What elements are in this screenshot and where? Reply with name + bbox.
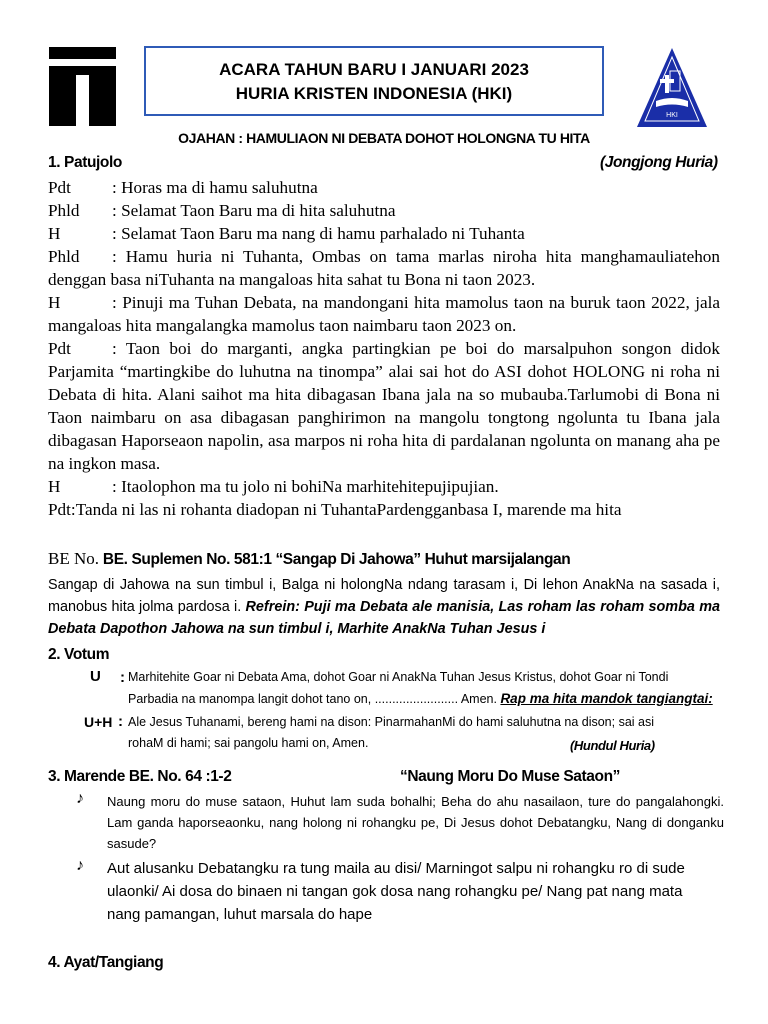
section-1-body (48, 176, 720, 521)
verse-2: Aut alusanku Debatangku ra tung maila au disi/ Marningot salpu ni rohangku ro di sude ulaonki/ Ai dosa do binaen ni tangan gok dosa nang rohangku pe/ Nang pat nang mata nang pamangan, luhut marsala do hape (107, 860, 685, 923)
section-3-heading: 3. Marende BE. No. 64 :1-2 (48, 768, 232, 785)
be-reference: BE. Suplemen No. 581:1 “Sangap Di Jahowa” Huhut marsijalangan (99, 551, 571, 568)
music-note-icon: ♪ (76, 790, 84, 807)
dialog-line: H : Itaolophon ma tu jolo ni bohiNa marhitehitepujipujian. (48, 477, 499, 496)
uh-label: U+H (84, 714, 113, 730)
be-line (48, 549, 728, 569)
dialog-paragraph: Pdt : Taon boi do marganti, angka partingkian pe boi do marsalpuhon songon didok Parjamita “martingkibe do luhutna na tinompa” alai sai hot do ASI dohot HOLONG ni roha ni Debata di hita. Alani saihot ma hita dibagasan Ibana jala na so mubauba.Tarlumobi di Bona ni Taon naimbaru on asa dibagasan panghirimon na mangolu tongtong ngolunta tu Ibana jala dibagasan Haporseaon napolin, asa marpos ni roha hita di pardalanan ngolunta on manang aha pe na ingkon masa. (48, 339, 720, 473)
uh-text: Ale Jesus Tuhanami, bereng hami na dison: PinarmahanMi do hami saluhutna na dison; sai asi rohaM di hami; sai pangolu hami on, Amen. (128, 715, 655, 750)
refrain-text: Refrein: Puji ma Debata ale manisia, Las roham las roham somba ma Debata Dapothon Jahowa na sun timbul i, Marhite AnakNa Tuhan Jesus i (48, 599, 720, 637)
music-note-icon: ♪ (76, 857, 84, 874)
section-2-heading: 2. Votum (48, 646, 110, 663)
title-box (144, 46, 604, 116)
section-4-heading: 4. Ayat/Tangiang (48, 954, 164, 971)
theme-line: OJAHAN : HAMULIAON NI DEBATA DOHOT HOLONGNA TU HITA (178, 130, 590, 146)
u-text: Marhitehite Goar ni Debata Ama, dohot Goar ni AnakNa Tuhan Jesus Kristus, dohot Goar ni Tondi Parbadia na manompa langit dohot tano on, ........................ Amen. Rap ma hita mandok tangiangtai: (128, 670, 713, 706)
section-1-heading: 1. Patujolo (48, 154, 122, 171)
dialog-line: Phld : Selamat Taon Baru ma di hita saluhutna (48, 201, 396, 220)
hki-emblem-logo (634, 45, 710, 131)
be-prefix: BE No. (48, 549, 99, 568)
title-line-2: HURIA KRISTEN INDONESIA (HKI) (235, 84, 513, 103)
uh-note: (Hundul Huria) (570, 738, 655, 753)
verse-1: Naung moru do muse sataon, Huhut lam suda bohalhi; Beha do ahu nasailaon, ture do pangalahongki. Lam ganda haporseaonku, nang holong ni rohangku pe, Di Jesus dohot Debatangku, Nang di donganku sasude? (107, 794, 724, 851)
dialog-line: Pdt : Horas ma di hamu saluhutna (48, 178, 318, 197)
dialog-line: H : Selamat Taon Baru ma nang di hamu parhalado ni Tuhanta (48, 224, 525, 243)
u-colon: : (120, 669, 125, 686)
hymn-text: Sangap di Jahowa na sun timbul i, Balga ni holongNa ndang tarasam i, Di lehon AnakNa na sasada i, manobus hita jolma pardosa i. Refrein: Puji ma Debata ale manisia, Las roham las roham somba ma Debata Dapothon Jahowa na sun timbul i, Marhite AnakNa Tuhan Jesus i (48, 577, 720, 637)
song-title: “Naung Moru Do Muse Sataon” (400, 768, 620, 785)
dialog-paragraph: Phld : Hamu huria ni Tuhanta, Ombas on tama marlas niroha hita manghamauliatehon denggan basa niTuhanta na mangaloas hita sahat tu Bona ni taon 2023. (48, 247, 720, 289)
u-label: U (90, 668, 101, 685)
logo-text: HKI (666, 112, 678, 119)
dialog-paragraph: H : Pinuji ma Tuhan Debata, na mandongani hita mamolus taon na buruk taon 2022, jala mangaloas hita mangalangka mamolus taon naimbaru taon 2023 on. (48, 293, 720, 335)
u-note: Rap ma hita mandok tangiangtai: (500, 691, 713, 706)
uh-colon: : (118, 713, 123, 730)
dialog-line: Pdt:Tanda ni las ni rohanta diadopan ni TuhantaPardengganbasa I, marende ma hita (48, 500, 622, 519)
section-1-note: (Jongjong Huria) (600, 154, 718, 171)
title-line-1: ACARA TAHUN BARU I JANUARI 2023 (219, 60, 529, 79)
